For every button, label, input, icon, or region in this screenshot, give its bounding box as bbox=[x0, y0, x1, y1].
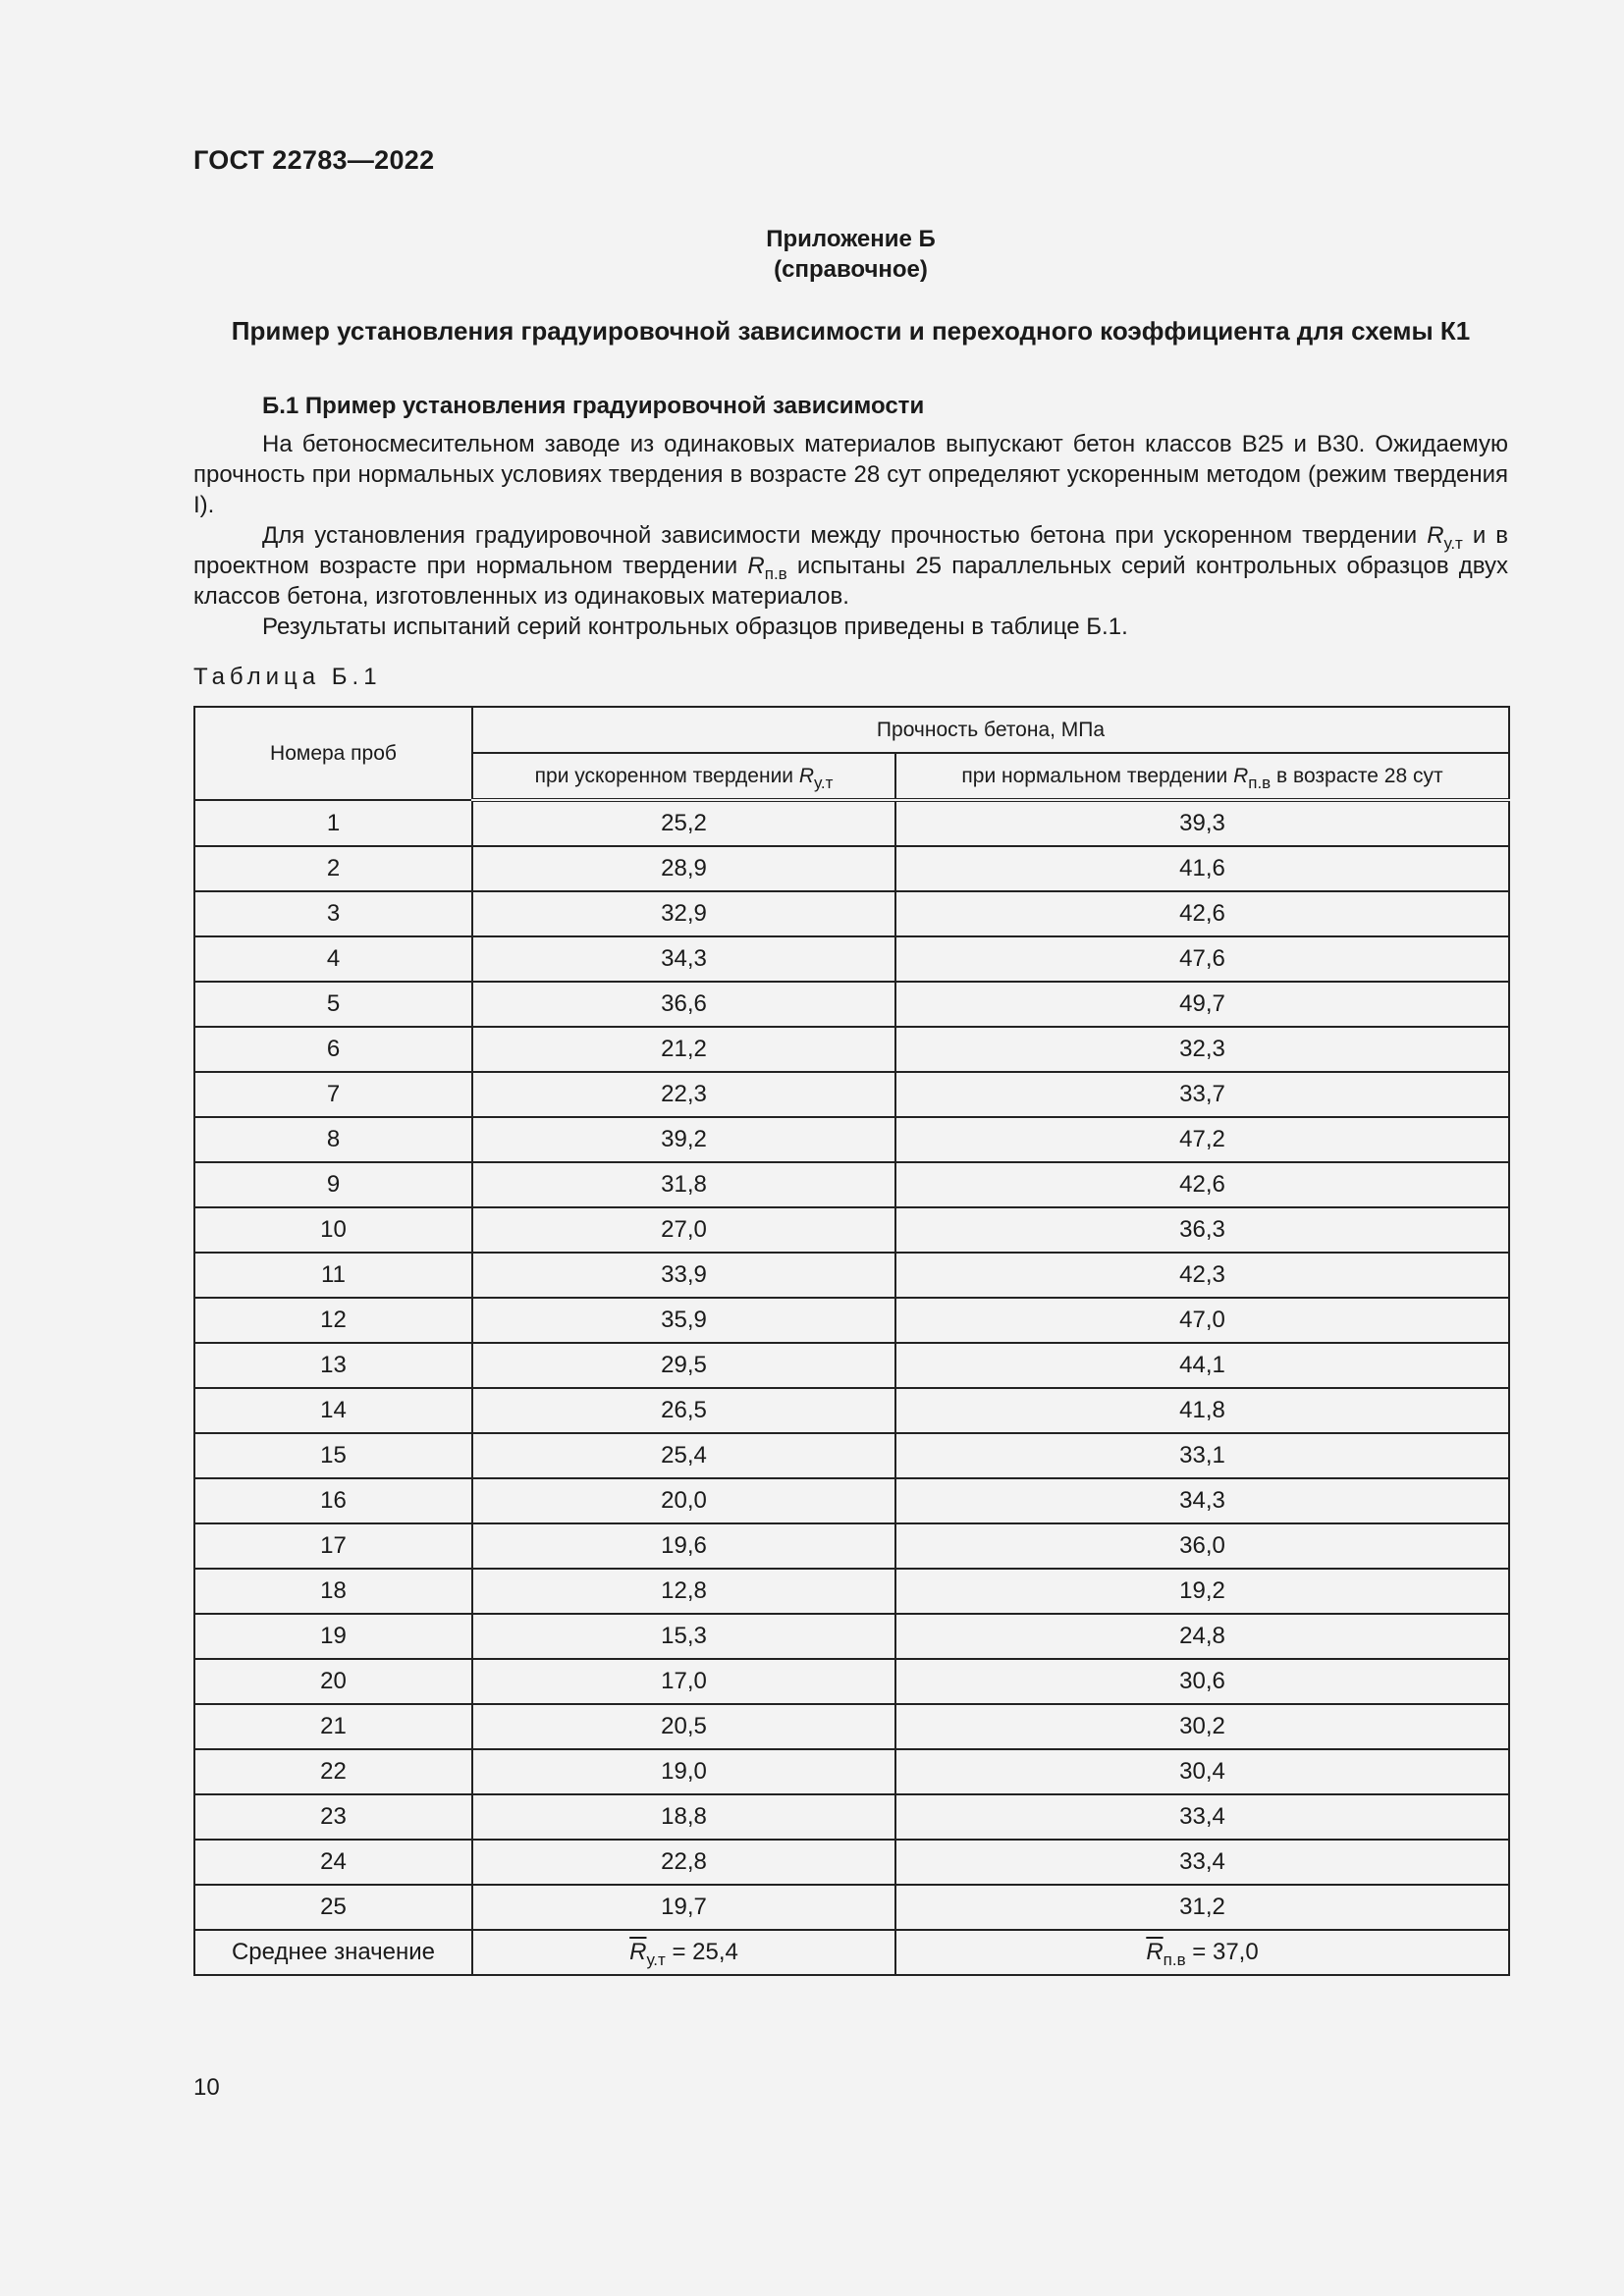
cell-accelerated: 19,6 bbox=[472, 1523, 895, 1569]
table-row bbox=[194, 1885, 1509, 1930]
cell-sample-number: 25 bbox=[194, 1885, 472, 1930]
cell-normal: 30,4 bbox=[895, 1749, 1509, 1794]
cell-normal: 33,7 bbox=[895, 1072, 1509, 1117]
table-row bbox=[194, 1749, 1509, 1794]
mean-accelerated bbox=[472, 1930, 895, 1975]
symbol-r: R bbox=[747, 553, 765, 579]
table-row bbox=[194, 1569, 1509, 1614]
cell-accelerated: 15,3 bbox=[472, 1614, 895, 1659]
page-number: 10 bbox=[193, 2074, 220, 2101]
mean-row bbox=[194, 1930, 1509, 1975]
cell-accelerated: 35,9 bbox=[472, 1298, 895, 1343]
annex-heading bbox=[193, 224, 1508, 285]
table-row bbox=[194, 1343, 1509, 1388]
cell-normal: 49,7 bbox=[895, 982, 1509, 1027]
symbol-subscript: у.т bbox=[1443, 534, 1463, 553]
paragraph-3: Результаты испытаний серий контрольных образцов приведены в таблице Б.1. bbox=[262, 614, 1128, 640]
cell-normal: 30,2 bbox=[895, 1704, 1509, 1749]
header-accelerated bbox=[472, 753, 895, 800]
cell-sample-number: 22 bbox=[194, 1749, 472, 1794]
cell-normal: 24,8 bbox=[895, 1614, 1509, 1659]
table-row bbox=[194, 891, 1509, 936]
paragraph-2-part-a: Для установления градуировочной зависимости между прочностью бетона при ускоренном твердении bbox=[262, 522, 1428, 549]
cell-accelerated: 31,8 bbox=[472, 1162, 895, 1207]
mean-normal bbox=[895, 1930, 1509, 1975]
cell-sample-number: 17 bbox=[194, 1523, 472, 1569]
table-row bbox=[194, 1298, 1509, 1343]
symbol-subscript: п.в bbox=[1163, 1950, 1186, 1969]
cell-normal: 33,1 bbox=[895, 1433, 1509, 1478]
symbol-r: R bbox=[1427, 522, 1444, 549]
cell-sample-number: 5 bbox=[194, 982, 472, 1027]
table-row bbox=[194, 1523, 1509, 1569]
paragraph-2-part-c: испытаны 25 параллельных серий контрольных образцов двух классов бетона, изготовленных из одинаковых материалов. bbox=[193, 553, 1508, 610]
cell-normal: 47,2 bbox=[895, 1117, 1509, 1162]
table-row bbox=[194, 1027, 1509, 1072]
cell-accelerated: 28,9 bbox=[472, 846, 895, 891]
cell-accelerated: 20,5 bbox=[472, 1704, 895, 1749]
cell-sample-number: 1 bbox=[194, 800, 472, 846]
cell-normal: 33,4 bbox=[895, 1794, 1509, 1840]
cell-sample-number: 9 bbox=[194, 1162, 472, 1207]
cell-sample-number: 12 bbox=[194, 1298, 472, 1343]
cell-accelerated: 18,8 bbox=[472, 1794, 895, 1840]
cell-normal: 19,2 bbox=[895, 1569, 1509, 1614]
table-row bbox=[194, 1072, 1509, 1117]
cell-sample-number: 6 bbox=[194, 1027, 472, 1072]
cell-sample-number: 23 bbox=[194, 1794, 472, 1840]
cell-sample-number: 8 bbox=[194, 1117, 472, 1162]
table-row bbox=[194, 1704, 1509, 1749]
cell-sample-number: 20 bbox=[194, 1659, 472, 1704]
results-table bbox=[193, 706, 1510, 1976]
cell-sample-number: 18 bbox=[194, 1569, 472, 1614]
cell-normal: 47,6 bbox=[895, 936, 1509, 982]
table-row bbox=[194, 1840, 1509, 1885]
mean-value: = 37,0 bbox=[1185, 1939, 1259, 1965]
cell-sample-number: 14 bbox=[194, 1388, 472, 1433]
paragraph-2 bbox=[193, 520, 1508, 612]
cell-normal: 31,2 bbox=[895, 1885, 1509, 1930]
cell-accelerated: 39,2 bbox=[472, 1117, 895, 1162]
header-normal bbox=[895, 753, 1509, 800]
table-row bbox=[194, 1207, 1509, 1253]
cell-sample-number: 16 bbox=[194, 1478, 472, 1523]
cell-accelerated: 22,8 bbox=[472, 1840, 895, 1885]
symbol-subscript: у.т bbox=[814, 773, 834, 792]
cell-accelerated: 29,5 bbox=[472, 1343, 895, 1388]
cell-sample-number: 19 bbox=[194, 1614, 472, 1659]
header-text-tail: в возрасте 28 сут bbox=[1271, 764, 1443, 787]
cell-sample-number: 2 bbox=[194, 846, 472, 891]
cell-accelerated: 25,2 bbox=[472, 800, 895, 846]
symbol-subscript: у.т bbox=[646, 1950, 666, 1969]
table-row bbox=[194, 1162, 1509, 1207]
symbol-subscript: п.в bbox=[764, 564, 787, 583]
cell-accelerated: 20,0 bbox=[472, 1478, 895, 1523]
header-text: при ускоренном твердении bbox=[534, 764, 799, 787]
cell-normal: 42,3 bbox=[895, 1253, 1509, 1298]
cell-normal: 39,3 bbox=[895, 800, 1509, 846]
cell-sample-number: 13 bbox=[194, 1343, 472, 1388]
table-row bbox=[194, 982, 1509, 1027]
symbol-r-bar: $\overline{R}$ bbox=[629, 1939, 647, 1965]
paragraph-2-part-b: и в проектном возрасте при нормальном твердении bbox=[193, 522, 1508, 579]
cell-sample-number: 24 bbox=[194, 1840, 472, 1885]
cell-accelerated: 17,0 bbox=[472, 1659, 895, 1704]
cell-normal: 34,3 bbox=[895, 1478, 1509, 1523]
symbol-r-bar: $\overline{R}$ bbox=[1146, 1939, 1164, 1965]
table-body bbox=[194, 800, 1509, 1930]
cell-normal: 36,3 bbox=[895, 1207, 1509, 1253]
cell-accelerated: 26,5 bbox=[472, 1388, 895, 1433]
cell-accelerated: 36,6 bbox=[472, 982, 895, 1027]
table-row bbox=[194, 1253, 1509, 1298]
header-strength-group: Прочность бетона, МПа bbox=[472, 707, 1509, 753]
cell-sample-number: 21 bbox=[194, 1704, 472, 1749]
cell-sample-number: 11 bbox=[194, 1253, 472, 1298]
cell-accelerated: 33,9 bbox=[472, 1253, 895, 1298]
cell-sample-number: 7 bbox=[194, 1072, 472, 1117]
table-row bbox=[194, 936, 1509, 982]
mean-label: Среднее значение bbox=[194, 1930, 472, 1975]
cell-sample-number: 15 bbox=[194, 1433, 472, 1478]
table-row bbox=[194, 1614, 1509, 1659]
cell-normal: 42,6 bbox=[895, 1162, 1509, 1207]
cell-normal: 44,1 bbox=[895, 1343, 1509, 1388]
cell-sample-number: 3 bbox=[194, 891, 472, 936]
symbol-r: R bbox=[798, 764, 815, 787]
annex-label: Приложение Б bbox=[766, 226, 936, 252]
table-row bbox=[194, 1388, 1509, 1433]
table-caption: Таблица Б.1 bbox=[193, 664, 382, 690]
symbol-r: R bbox=[1233, 764, 1249, 787]
header-text: при нормальном твердении bbox=[961, 764, 1234, 787]
cell-sample-number: 4 bbox=[194, 936, 472, 982]
cell-normal: 47,0 bbox=[895, 1298, 1509, 1343]
cell-accelerated: 32,9 bbox=[472, 891, 895, 936]
cell-accelerated: 34,3 bbox=[472, 936, 895, 982]
cell-normal: 42,6 bbox=[895, 891, 1509, 936]
symbol-subscript: п.в bbox=[1248, 773, 1272, 792]
table-row bbox=[194, 1478, 1509, 1523]
cell-normal: 30,6 bbox=[895, 1659, 1509, 1704]
cell-normal: 32,3 bbox=[895, 1027, 1509, 1072]
cell-accelerated: 19,0 bbox=[472, 1749, 895, 1794]
cell-normal: 41,6 bbox=[895, 846, 1509, 891]
section-heading: Б.1 Пример установления градуировочной зависимости bbox=[262, 393, 925, 419]
document-code: ГОСТ 22783—2022 bbox=[193, 145, 435, 175]
table-row bbox=[194, 846, 1509, 891]
table-row bbox=[194, 1659, 1509, 1704]
table-row bbox=[194, 800, 1509, 846]
table-row bbox=[194, 1117, 1509, 1162]
cell-accelerated: 22,3 bbox=[472, 1072, 895, 1117]
cell-accelerated: 21,2 bbox=[472, 1027, 895, 1072]
paragraph-1: На бетоносмесительном заводе из одинаковых материалов выпускают бетон классов В25 и В30. Ожидаемую прочность при нормальных условиях твердения в возрасте 28 сут определяют ускоренным методом (режим твердения I). bbox=[193, 431, 1508, 518]
cell-normal: 36,0 bbox=[895, 1523, 1509, 1569]
cell-normal: 41,8 bbox=[895, 1388, 1509, 1433]
cell-accelerated: 25,4 bbox=[472, 1433, 895, 1478]
annex-kind: (справочное) bbox=[774, 256, 928, 283]
cell-accelerated: 27,0 bbox=[472, 1207, 895, 1253]
cell-accelerated: 19,7 bbox=[472, 1885, 895, 1930]
table-row bbox=[194, 1433, 1509, 1478]
mean-value: = 25,4 bbox=[665, 1939, 738, 1965]
cell-sample-number: 10 bbox=[194, 1207, 472, 1253]
header-sample-number: Номера проб bbox=[194, 707, 472, 800]
cell-accelerated: 12,8 bbox=[472, 1569, 895, 1614]
annex-title: Пример установления градуировочной зависимости и переходного коэффициента для схемы К1 bbox=[231, 316, 1471, 346]
cell-normal: 33,4 bbox=[895, 1840, 1509, 1885]
body-text bbox=[193, 429, 1508, 642]
table-row bbox=[194, 1794, 1509, 1840]
